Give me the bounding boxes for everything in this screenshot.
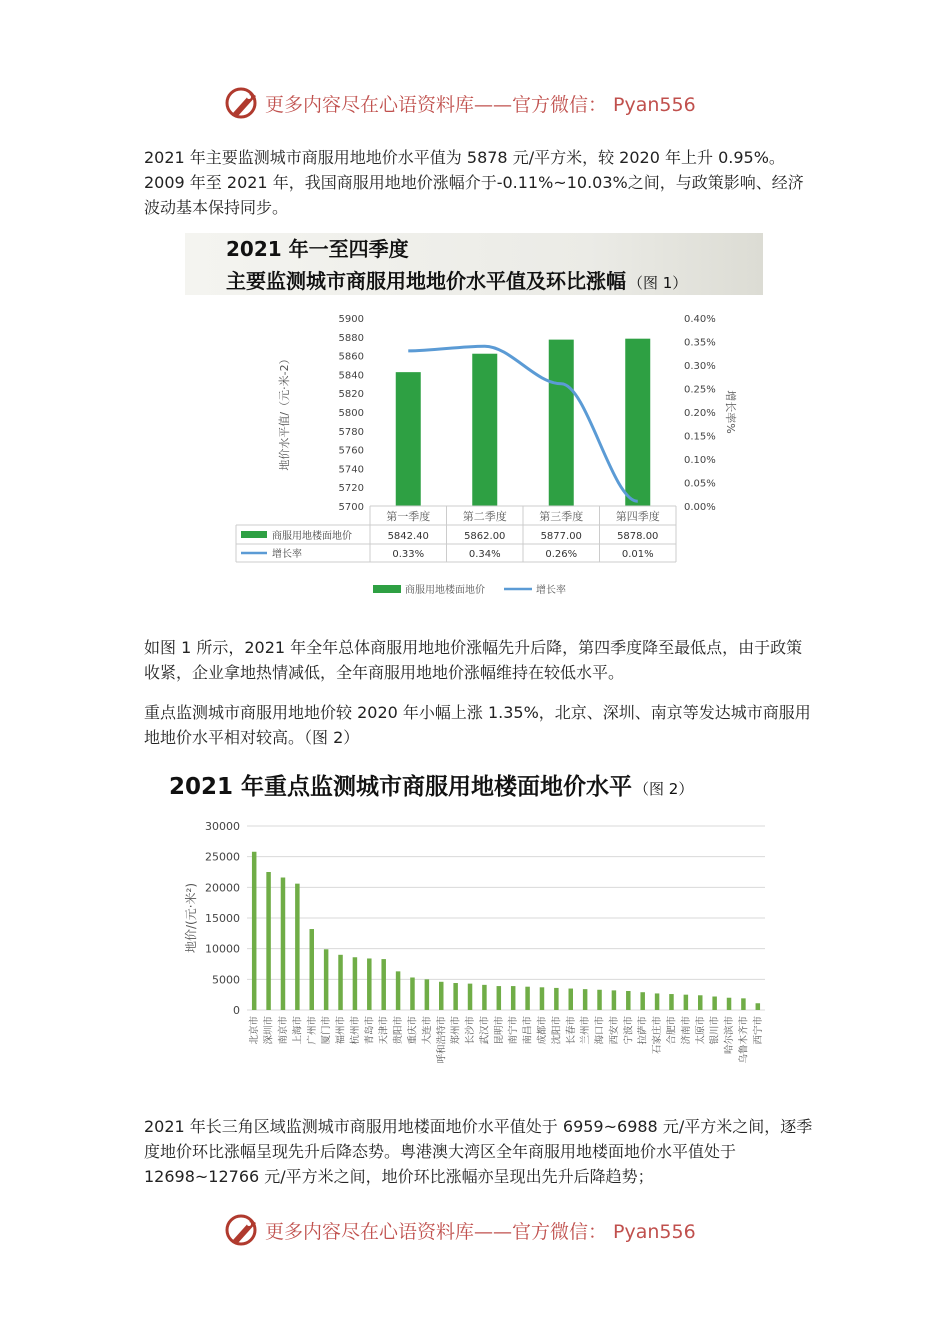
bar-13 <box>425 979 430 1010</box>
x-category-label: 郑州市 <box>450 1016 462 1045</box>
bar-33 <box>712 997 717 1010</box>
bar-36 <box>756 1003 761 1010</box>
x-category-label: 第二季度 <box>462 510 507 523</box>
y-tick-label: 5740 <box>338 464 364 476</box>
x-category-label: 兰州市 <box>580 1016 592 1045</box>
table-value-price: 5842.40 <box>387 531 429 542</box>
table-value-price: 5877.00 <box>540 531 582 542</box>
x-category-label: 上海市 <box>292 1016 304 1045</box>
paragraph-1: 2021 年主要监测城市商服用地地价水平值为 5878 元/平方米，较 2020 年上升 0.95%。2009 年至 2021 年，我国商服用地地价涨幅介于-0.11%~10.03%之间，与政策影响、经济波动基本保持同步。 <box>144 148 804 217</box>
bar-23 <box>569 989 574 1010</box>
legend-label-price: 商服用地楼面地价 <box>405 585 485 596</box>
bar-12 <box>410 977 415 1010</box>
y-tick-label: 5000 <box>212 973 240 987</box>
x-category-label: 西宁市 <box>752 1016 764 1045</box>
y2-tick-label: 0.35% <box>684 337 716 349</box>
y-axis-label: 地价/(元·米²) <box>184 882 198 954</box>
bar-30 <box>669 994 674 1010</box>
bar-19 <box>511 986 516 1010</box>
x-category-label: 宁波市 <box>623 1016 635 1045</box>
y2-tick-label: 0.20% <box>684 408 716 419</box>
bar-17 <box>482 985 487 1010</box>
x-category-label: 青岛市 <box>364 1016 376 1045</box>
growth-rate-line <box>408 346 638 501</box>
y-tick-label: 5760 <box>338 445 364 457</box>
table-value-price: 5878.00 <box>617 531 659 542</box>
y-tick-label: 15000 <box>205 912 240 925</box>
bar-20 <box>525 987 530 1010</box>
table-row-label-price: 商服用地楼面地价 <box>272 531 352 542</box>
y-tick-label: 5820 <box>338 389 364 401</box>
bar-10 <box>381 959 386 1010</box>
y2-tick-label: 0.30% <box>684 361 716 372</box>
y-tick-label: 0 <box>233 1004 240 1017</box>
y-axis-label: 地价水平值/（元·米-2） <box>278 353 291 471</box>
figure-1-title-line1: 2021 年一至四季度 <box>226 237 409 261</box>
figure-2-label: （图 2） <box>634 780 694 798</box>
paragraph-2: 如图 1 所示，2021 年全年总体商服用地地价涨幅先升后降，第四季度降至最低点，由于政策收紧，企业拿地热情减低，全年商服用地地价涨幅维持在较低水平。 <box>144 638 803 682</box>
bar-4 <box>625 339 650 506</box>
x-category-label: 大连市 <box>421 1016 433 1045</box>
bar-5 <box>310 929 315 1010</box>
x-category-label: 沈阳市 <box>551 1016 563 1045</box>
bar-4 <box>295 884 300 1010</box>
table-legend-bar-swatch <box>241 531 267 538</box>
table-value-rate: 0.34% <box>468 549 501 560</box>
bar-22 <box>554 988 559 1010</box>
bar-16 <box>468 984 473 1010</box>
x-category-label: 哈尔滨市 <box>724 1016 736 1055</box>
y-tick-label: 5720 <box>338 483 364 495</box>
y-tick-label: 25000 <box>205 850 240 864</box>
bar-35 <box>741 998 746 1010</box>
bar-6 <box>324 949 329 1010</box>
bar-2 <box>266 872 271 1010</box>
figure-1-label: （图 1） <box>628 274 688 292</box>
x-category-label: 天津市 <box>378 1016 390 1045</box>
x-category-label: 太原市 <box>695 1016 707 1045</box>
y2-tick-label: 0.00% <box>684 502 716 513</box>
x-category-label: 第一季度 <box>386 510 431 523</box>
pen-nib-icon <box>225 1212 261 1248</box>
x-category-label: 厦门市 <box>321 1016 333 1045</box>
banner-id: Pyan556 <box>613 93 696 116</box>
x-category-label: 银川市 <box>709 1016 721 1045</box>
bar-34 <box>727 998 732 1010</box>
x-category-label: 海口市 <box>594 1016 606 1045</box>
banner-text: 更多内容尽在心语资料库——官方微信： Pyan556 <box>265 1220 696 1243</box>
x-category-label: 北京市 <box>249 1016 261 1045</box>
bar-15 <box>453 983 458 1010</box>
y-tick-label: 5800 <box>338 408 364 419</box>
footer-banner <box>225 1210 725 1250</box>
x-category-label: 福州市 <box>335 1016 347 1045</box>
y2-tick-label: 0.40% <box>684 314 716 325</box>
y-tick-label: 5840 <box>338 370 364 382</box>
bar-1 <box>252 852 257 1010</box>
x-category-label: 拉萨市 <box>637 1016 649 1045</box>
figure-1-title-line2: 主要监测城市商服用地地价水平值及环比涨幅 （图 1） <box>226 269 688 293</box>
y2-tick-label: 0.15% <box>684 431 716 443</box>
y2-tick-label: 0.10% <box>684 455 716 466</box>
bar-2 <box>472 354 497 506</box>
x-category-label: 石家庄市 <box>652 1016 664 1055</box>
bar-7 <box>338 955 343 1010</box>
x-category-label: 第四季度 <box>615 510 660 523</box>
table-value-rate: 0.33% <box>392 549 425 560</box>
bar-31 <box>684 995 689 1010</box>
y-tick-label: 5900 <box>338 314 364 325</box>
y-tick-label: 5780 <box>338 426 364 438</box>
x-category-label: 重庆市 <box>407 1016 419 1045</box>
banner-id: Pyan556 <box>613 1220 696 1243</box>
x-category-label: 深圳市 <box>263 1016 275 1045</box>
x-category-label: 长春市 <box>565 1016 577 1045</box>
figure-2-title: 2021 年重点监测城市商服用地楼面地价水平 （图 2） <box>169 774 694 800</box>
legend-label-rate: 增长率 <box>536 585 566 596</box>
bar-32 <box>698 995 703 1010</box>
table-value-rate: 0.01% <box>621 549 654 560</box>
x-category-label: 广州市 <box>306 1016 318 1045</box>
x-category-label: 济南市 <box>680 1016 692 1045</box>
x-category-label: 长沙市 <box>465 1016 477 1045</box>
x-category-label: 乌鲁木齐市 <box>738 1016 750 1064</box>
bar-18 <box>497 986 502 1010</box>
bar-24 <box>583 989 588 1010</box>
x-category-label: 南京市 <box>277 1016 289 1045</box>
table-value-price: 5862.00 <box>464 531 506 542</box>
y-tick-label: 10000 <box>205 942 240 956</box>
x-category-label: 武汉市 <box>479 1016 491 1045</box>
table-value-rate: 0.26% <box>545 549 578 560</box>
table-row-label-rate: 增长率 <box>272 549 302 560</box>
figure-2-chart <box>0 800 950 1090</box>
x-category-label: 呼和浩特市 <box>436 1016 448 1064</box>
y-tick-label: 5880 <box>338 332 364 344</box>
banner-text: 更多内容尽在心语资料库——官方微信： Pyan556 <box>265 93 696 116</box>
bar-3 <box>281 878 286 1010</box>
y-tick-label: 5700 <box>338 502 364 513</box>
x-category-label: 西安市 <box>608 1016 620 1045</box>
legend-bar-swatch <box>373 585 401 593</box>
paragraph-3: 重点监测城市商服用地地价较 2020 年小幅上涨 1.35%，北京、深圳、南京等发达城市商服用地地价水平相对较高。（图 2） <box>144 703 811 747</box>
y2-tick-label: 0.05% <box>684 478 716 490</box>
figure-1-chart <box>0 0 950 620</box>
x-category-label: 第三季度 <box>539 510 584 523</box>
bar-1 <box>396 372 421 506</box>
bar-25 <box>597 990 602 1010</box>
x-category-label: 杭州市 <box>349 1016 361 1045</box>
x-category-label: 贵阳市 <box>393 1016 405 1045</box>
bar-14 <box>439 982 444 1010</box>
y2-axis-label: 增长率% <box>724 390 737 434</box>
bar-9 <box>367 958 372 1010</box>
bar-11 <box>396 971 401 1010</box>
bar-8 <box>353 957 358 1010</box>
y-tick-label: 5860 <box>338 351 364 363</box>
x-category-label: 南昌市 <box>522 1016 534 1045</box>
y-tick-label: 30000 <box>205 820 240 833</box>
bar-3 <box>549 340 574 506</box>
x-category-label: 南宁市 <box>508 1016 520 1045</box>
y-tick-label: 20000 <box>205 881 240 895</box>
x-category-label: 成都市 <box>536 1016 548 1045</box>
bar-26 <box>612 990 617 1010</box>
bar-29 <box>655 993 660 1010</box>
y2-tick-label: 0.25% <box>684 384 716 396</box>
bar-21 <box>540 987 545 1010</box>
paragraph-4: 2021 年长三角区域监测城市商服用地楼面地价水平值处于 6959~6988 元/平方米之间，逐季度地价环比涨幅呈现先升后降态势。粤港澳大湾区全年商服用地楼面地价水平值处于 12698~12766 元/平方米之间，地价环比涨幅亦呈现出先升后降趋势； <box>144 1117 813 1186</box>
x-category-label: 合肥市 <box>666 1016 678 1045</box>
bar-28 <box>640 992 645 1010</box>
x-category-label: 昆明市 <box>493 1016 505 1045</box>
bar-27 <box>626 991 631 1010</box>
